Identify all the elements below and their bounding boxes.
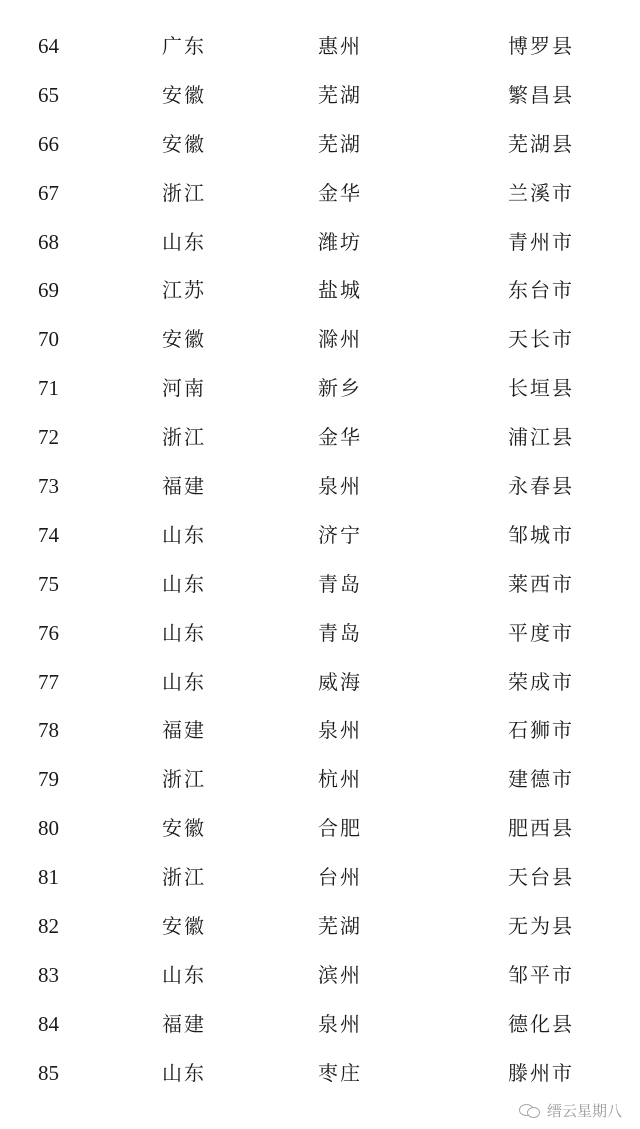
row-number: 69 [38,278,59,303]
row-number: 81 [38,865,59,890]
province-cell: 河南 [162,376,206,401]
row-number: 80 [38,816,59,841]
city-cell: 滨州 [318,962,362,987]
city-cell: 芜湖 [318,82,362,107]
table-row [0,315,640,364]
row-number: 74 [38,522,59,547]
city-cell: 威海 [318,669,362,694]
city-cell: 芜湖 [318,131,362,156]
table-row [0,560,640,609]
city-cell: 新乡 [318,376,362,401]
row-number: 68 [38,229,59,254]
province-cell: 福建 [162,474,206,499]
row-number: 82 [38,914,59,939]
city-cell: 济宁 [318,522,362,547]
county-cell: 荣成市 [508,669,574,694]
province-cell: 安徽 [162,914,206,939]
city-cell: 合肥 [318,816,362,841]
table-row [0,218,640,267]
table-row [0,266,640,315]
table-row [0,462,640,511]
row-number: 71 [38,376,59,401]
table-row [0,609,640,658]
province-cell: 福建 [162,718,206,743]
province-cell: 山东 [162,1060,206,1085]
city-cell: 泉州 [318,1011,362,1036]
city-cell: 青岛 [318,620,362,645]
province-cell: 安徽 [162,131,206,156]
table-row [0,511,640,560]
row-number: 64 [38,34,59,58]
table-row [0,169,640,218]
county-cell: 无为县 [508,914,574,939]
county-cell: 肥西县 [508,816,574,841]
county-cell: 莱西市 [508,571,574,596]
city-cell: 台州 [318,865,362,890]
row-number: 79 [38,767,59,792]
province-cell: 福建 [162,1011,206,1036]
county-cell: 天长市 [508,327,574,352]
province-cell: 广东 [162,34,206,58]
row-number: 84 [38,1011,59,1036]
table-row [0,902,640,951]
county-cell: 邹平市 [508,962,574,987]
row-number: 73 [38,474,59,499]
province-cell: 山东 [162,229,206,254]
table-row [0,804,640,853]
table-row [0,853,640,902]
county-cell: 博罗县 [508,34,574,58]
county-cell: 永春县 [508,474,574,499]
table-row [0,1049,640,1098]
county-cell: 芜湖县 [508,131,574,156]
table-row [0,658,640,707]
table-body [0,22,640,1098]
province-cell: 安徽 [162,816,206,841]
province-cell: 浙江 [162,767,206,792]
province-cell: 山东 [162,522,206,547]
county-cell: 东台市 [508,278,574,303]
watermark [519,1097,622,1123]
province-cell: 山东 [162,571,206,596]
county-cell: 平度市 [508,620,574,645]
city-cell: 滁州 [318,327,362,352]
province-cell: 浙江 [162,180,206,205]
county-cell: 邹城市 [508,522,574,547]
province-cell: 江苏 [162,278,206,303]
city-cell: 潍坊 [318,229,362,254]
table-row [0,755,640,804]
province-cell: 山东 [162,962,206,987]
city-cell: 枣庄 [318,1060,362,1085]
city-cell: 泉州 [318,474,362,499]
row-number: 70 [38,327,59,352]
city-cell: 金华 [318,425,362,450]
row-number: 66 [38,131,59,156]
city-cell: 惠州 [318,34,362,58]
county-cell: 德化县 [508,1011,574,1036]
county-cell: 青州市 [508,229,574,254]
county-cell: 天台县 [508,865,574,890]
county-cell: 繁昌县 [508,82,574,107]
province-cell: 山东 [162,620,206,645]
province-cell: 安徽 [162,82,206,107]
county-cell: 滕州市 [508,1060,574,1085]
province-cell: 浙江 [162,865,206,890]
table-row [0,120,640,169]
city-cell: 芜湖 [318,914,362,939]
row-number: 67 [38,180,59,205]
county-cell: 浦江县 [508,425,574,450]
table-row [0,413,640,462]
province-cell: 浙江 [162,425,206,450]
county-table [0,22,640,1098]
row-number: 77 [38,669,59,694]
county-cell: 建德市 [508,767,574,792]
city-cell: 杭州 [318,767,362,792]
row-number: 72 [38,425,59,450]
watermark-text: 缙云星期八 [546,1101,622,1120]
table-row [0,1000,640,1049]
city-cell: 青岛 [318,571,362,596]
table-row [0,951,640,1000]
county-cell: 石狮市 [508,718,574,743]
wechat-icon [519,1101,541,1119]
county-cell: 兰溪市 [508,180,574,205]
table-row [0,364,640,413]
table-row [0,706,640,755]
province-cell: 山东 [162,669,206,694]
table-row [0,71,640,120]
row-number: 85 [38,1060,59,1085]
row-number: 75 [38,571,59,596]
city-cell: 盐城 [318,278,362,303]
city-cell: 泉州 [318,718,362,743]
row-number: 76 [38,620,59,645]
county-cell: 长垣县 [508,376,574,401]
city-cell: 金华 [318,180,362,205]
province-cell: 安徽 [162,327,206,352]
table-row [0,22,640,71]
row-number: 78 [38,718,59,743]
row-number: 83 [38,962,59,987]
row-number: 65 [38,82,59,107]
